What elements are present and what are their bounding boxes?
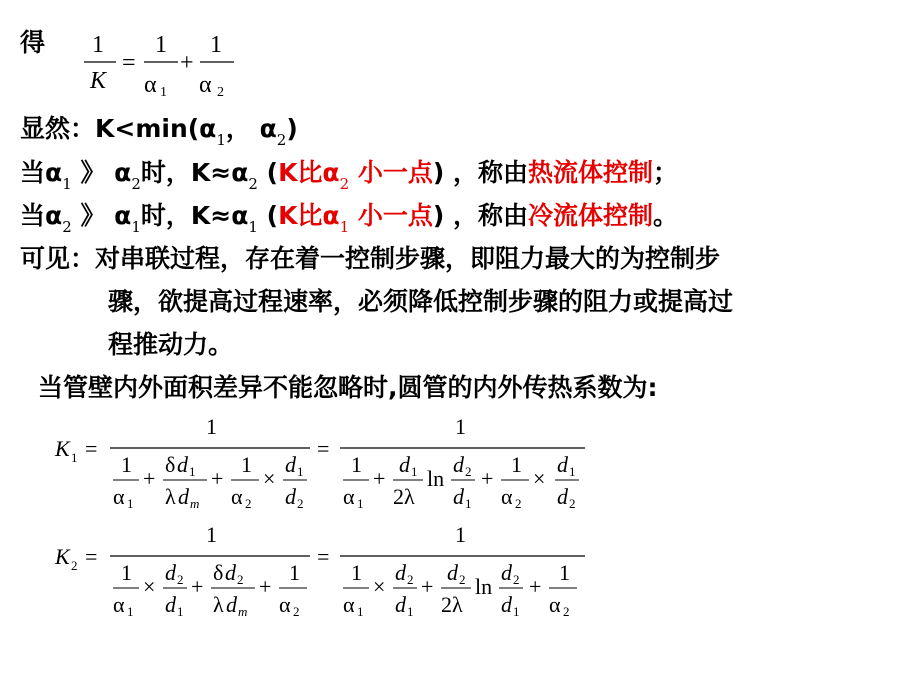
k1-num: 1 bbox=[206, 414, 217, 439]
one: 1 bbox=[351, 560, 362, 585]
lambda: λ bbox=[213, 592, 224, 617]
eq: = bbox=[317, 436, 330, 461]
case1-red-sub: 2 bbox=[339, 175, 350, 193]
case2-text: 当α bbox=[20, 201, 63, 230]
times: × bbox=[533, 466, 546, 491]
case1-text: 当α bbox=[20, 158, 63, 187]
sub: 1 bbox=[465, 496, 472, 511]
one: 1 bbox=[121, 560, 132, 585]
case2-sub: 2 bbox=[62, 218, 72, 236]
plus: + bbox=[211, 466, 224, 491]
formula-t2-sub: 2 bbox=[217, 85, 224, 100]
formula-t1-num: 1 bbox=[155, 32, 167, 58]
sub: 2 bbox=[177, 572, 184, 587]
formula-eq: = bbox=[122, 50, 136, 76]
sub: 1 bbox=[357, 496, 364, 511]
obvious-line bbox=[20, 114, 298, 149]
sub: 1 bbox=[407, 604, 414, 619]
sub: 1 bbox=[177, 604, 184, 619]
sub: 1 bbox=[127, 604, 134, 619]
formula-t1-den: α bbox=[144, 72, 157, 98]
obvious-suffix: ) bbox=[286, 114, 298, 143]
sub: 2 bbox=[459, 572, 466, 587]
sub: 2 bbox=[297, 496, 304, 511]
plus: + bbox=[421, 574, 434, 599]
alpha: α bbox=[279, 592, 291, 617]
obvious-prefix: 显然：K<min(α bbox=[20, 114, 217, 143]
delta: δ bbox=[213, 560, 224, 585]
sub: 2 bbox=[465, 464, 472, 479]
k1-sub: 1 bbox=[71, 450, 78, 465]
sub: 2 bbox=[513, 572, 520, 587]
ln: ln bbox=[475, 574, 493, 599]
d: d bbox=[165, 592, 176, 617]
alpha: α bbox=[231, 484, 243, 509]
d: d bbox=[165, 560, 176, 585]
k2-symbol: K bbox=[55, 544, 70, 569]
k1-symbol: K bbox=[55, 436, 70, 461]
case-cold-line bbox=[20, 201, 679, 236]
case1-sub: 1 bbox=[62, 175, 72, 193]
conclusion-line-1: 可见：对串联过程，存在着一控制步骤，即阻力最大的为控制步 bbox=[20, 244, 721, 273]
alpha: α bbox=[343, 484, 355, 509]
d: d bbox=[557, 484, 568, 509]
eq: = bbox=[317, 544, 330, 569]
case1-red: K比α bbox=[278, 158, 340, 187]
d: d bbox=[501, 560, 512, 585]
formula-t2-den: α bbox=[199, 72, 212, 98]
one: 1 bbox=[351, 452, 362, 477]
formula-k1 bbox=[55, 412, 615, 516]
d: d bbox=[399, 452, 410, 477]
alpha: α bbox=[501, 484, 513, 509]
case2-sub: 1 bbox=[248, 218, 258, 236]
formula-k2 bbox=[55, 520, 615, 624]
plus: + bbox=[373, 466, 386, 491]
alpha: α bbox=[113, 484, 125, 509]
area-difference-note: 当管壁内外面积差异不能忽略时,圆管的内外传热系数为: bbox=[38, 373, 658, 402]
d: d bbox=[285, 484, 296, 509]
k2-num2: 1 bbox=[455, 522, 466, 547]
sub: 1 bbox=[411, 464, 418, 479]
obvious-mid: ， α bbox=[225, 114, 277, 143]
sub: 2 bbox=[245, 496, 252, 511]
k2-eq: = bbox=[85, 544, 98, 569]
times: × bbox=[143, 574, 156, 599]
case-hot-line bbox=[20, 158, 679, 193]
d: d bbox=[447, 560, 458, 585]
two-lambda: 2λ bbox=[393, 484, 415, 509]
case2-text: 》 α bbox=[71, 201, 132, 230]
obvious-sub1: 1 bbox=[216, 131, 226, 149]
sub: 2 bbox=[293, 604, 300, 619]
alpha: α bbox=[343, 592, 355, 617]
d: d bbox=[285, 452, 296, 477]
case1-red: 小一点 bbox=[349, 158, 433, 187]
d: d bbox=[501, 592, 512, 617]
formula-overall-k bbox=[80, 22, 250, 106]
case2-red: K比α bbox=[278, 201, 340, 230]
obvious-sub2: 2 bbox=[276, 131, 287, 149]
conclusion-line-3: 程推动力。 bbox=[108, 330, 234, 359]
sub: 1 bbox=[297, 464, 304, 479]
case2-text: 。 bbox=[653, 201, 679, 230]
case1-sub: 2 bbox=[131, 175, 141, 193]
case2-red: 小一点 bbox=[349, 201, 433, 230]
d: d bbox=[178, 484, 189, 509]
formula-k-den: K bbox=[90, 68, 107, 94]
sub: 2 bbox=[407, 572, 414, 587]
times: × bbox=[263, 466, 276, 491]
cold-fluid-control-term: 冷流体控制 bbox=[528, 201, 654, 230]
sub: 1 bbox=[127, 496, 134, 511]
d: d bbox=[226, 592, 237, 617]
one: 1 bbox=[289, 560, 300, 585]
d: d bbox=[557, 452, 568, 477]
case2-red-sub: 1 bbox=[339, 218, 350, 236]
k2-sub: 2 bbox=[71, 558, 78, 573]
one: 1 bbox=[511, 452, 522, 477]
sub: m bbox=[238, 604, 248, 619]
sub: 2 bbox=[237, 572, 244, 587]
alpha: α bbox=[549, 592, 561, 617]
d: d bbox=[453, 452, 464, 477]
sub: 1 bbox=[569, 464, 576, 479]
k2-num: 1 bbox=[206, 522, 217, 547]
lambda: λ bbox=[165, 484, 176, 509]
case1-text: ) ，称由 bbox=[432, 158, 529, 187]
plus: + bbox=[191, 574, 204, 599]
sub: m bbox=[190, 496, 200, 511]
sub: 1 bbox=[357, 604, 364, 619]
d: d bbox=[225, 560, 236, 585]
two-lambda: 2λ bbox=[441, 592, 463, 617]
case1-text: 》 α bbox=[71, 158, 132, 187]
d: d bbox=[395, 592, 406, 617]
k1-eq: = bbox=[85, 436, 98, 461]
d: d bbox=[453, 484, 464, 509]
alpha: α bbox=[113, 592, 125, 617]
sub: 2 bbox=[563, 604, 570, 619]
plus: + bbox=[259, 574, 272, 599]
case2-text: ) ，称由 bbox=[432, 201, 529, 230]
case2-sub: 1 bbox=[131, 218, 141, 236]
case1-text: 时，K≈α bbox=[140, 158, 249, 187]
plus: + bbox=[529, 574, 542, 599]
one: 1 bbox=[121, 452, 132, 477]
k1-num2: 1 bbox=[455, 414, 466, 439]
intro-de: 得 bbox=[20, 28, 46, 57]
ln: ln bbox=[427, 466, 445, 491]
one: 1 bbox=[559, 560, 570, 585]
case2-text: 时，K≈α bbox=[140, 201, 249, 230]
one: 1 bbox=[241, 452, 252, 477]
plus: + bbox=[481, 466, 494, 491]
case1-sub: 2 bbox=[248, 175, 258, 193]
times: × bbox=[373, 574, 386, 599]
formula-plus: + bbox=[180, 50, 194, 76]
formula-t2-num: 1 bbox=[210, 32, 222, 58]
sub: 1 bbox=[513, 604, 520, 619]
delta: δ bbox=[165, 452, 176, 477]
case1-text: ( bbox=[257, 158, 279, 187]
formula-k-num: 1 bbox=[92, 32, 104, 58]
sub: 1 bbox=[189, 464, 196, 479]
case2-text: ( bbox=[257, 201, 279, 230]
d: d bbox=[395, 560, 406, 585]
conclusion-line-2: 骤，欲提高过程速率，必须降低控制步骤的阻力或提高过 bbox=[108, 287, 734, 316]
formula-t1-sub: 1 bbox=[160, 85, 167, 100]
hot-fluid-control-term: 热流体控制 bbox=[528, 158, 654, 187]
d: d bbox=[177, 452, 188, 477]
sub: 2 bbox=[515, 496, 522, 511]
plus: + bbox=[143, 466, 156, 491]
case1-text: ； bbox=[653, 158, 679, 187]
sub: 2 bbox=[569, 496, 576, 511]
